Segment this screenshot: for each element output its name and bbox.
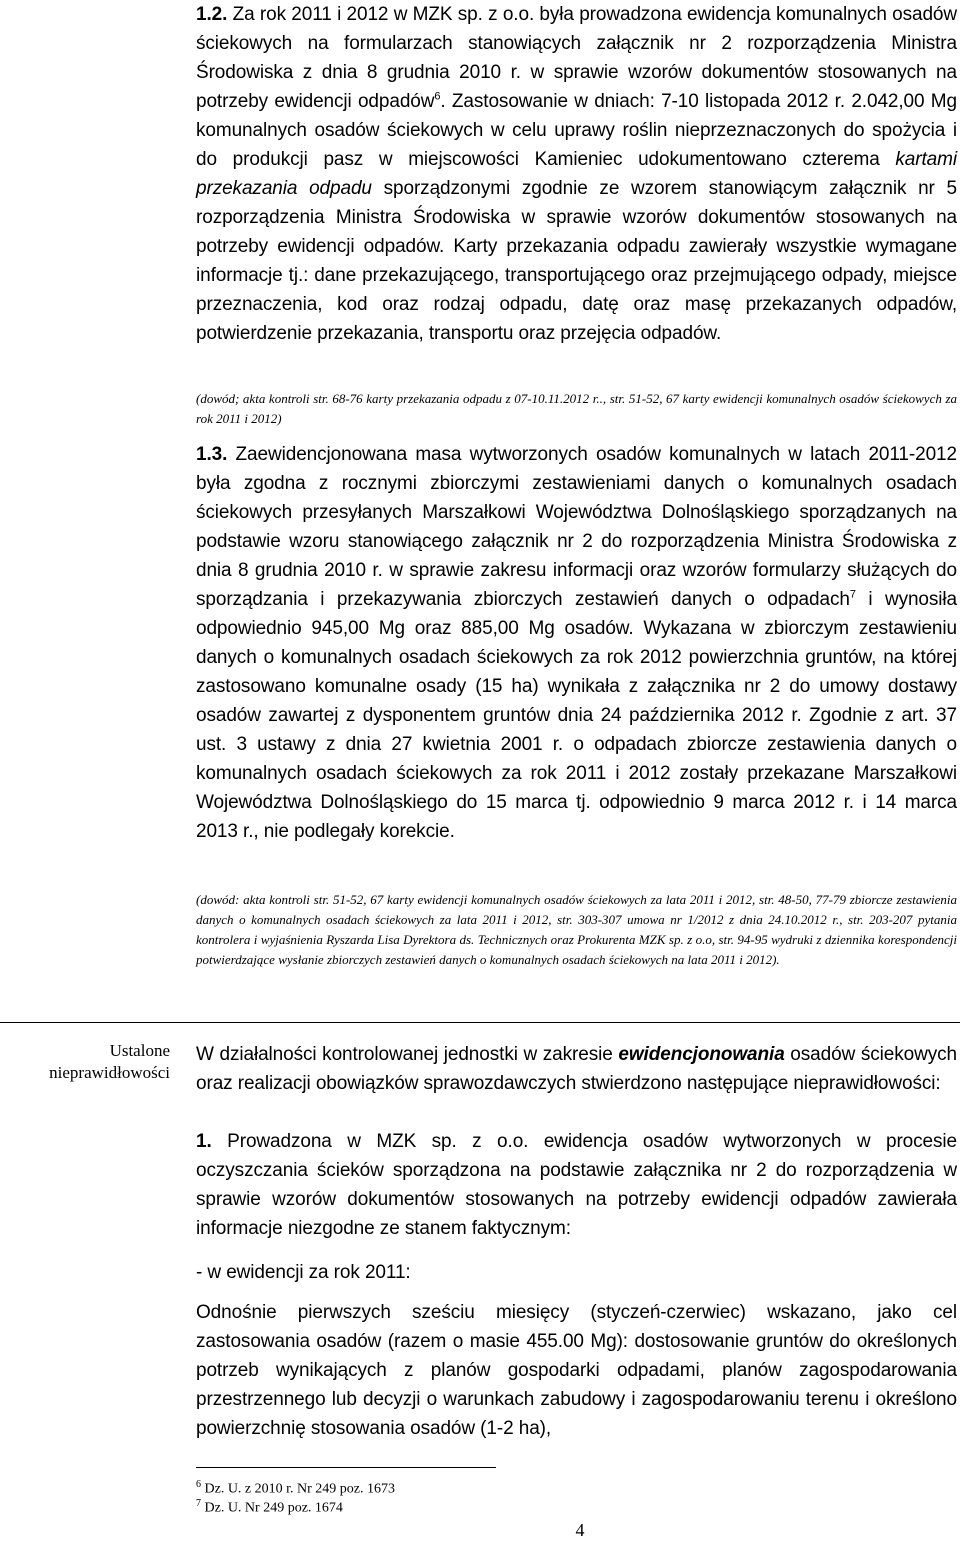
subheading-2011: - w ewidencji za rok 2011:	[196, 1262, 411, 1283]
section-1-2-paragraph: 1.2. Za rok 2011 i 2012 w MZK sp. z o.o. była prowadzona ewidencja komunalnych osadów ściekowych na formularzach stanowiących załącznik nr 2 rozporządzenia Ministra Środowiska z dnia 8 grudnia 2010 r. w sprawie wzorów dokumentów stosowanych na potrzeby ewidencji odpadów$^6$. Zastosowanie w dniach: 7-10 listopada 2012 r. 2.042,00 Mg komunalnych osadów ściekowych w celu uprawy roślin nieprzeznaczonych do spożycia i do produkcji pasz w miejscowości Kamieniec udokumentowano czterema kartami przekazania odpadu sporządzonymi zgodnie ze wzorem stanowiącym załącznik nr 5 rozporządzenia Ministra Środowiska w sprawie wzorów dokumentów stosowanych na potrzeby ewidencji odpadów. Karty przekazania odpadu zawierały wszystkie wymagane informacje tj.: dane przekazującego, transportującego oraz przejmującego odpady, miejsce przeznaczenia, kod oraz rodzaj odpadu, datę oraz masę przekazanych odpadów, potwierdzenie przekazania, transportu oraz przejęcia odpadów.	[196, 4, 958, 344]
irregularities-intro: W działalności kontrolowanej jednostki w zakresie ewidencjonowania osadów ściekowych oraz realizacji obowiązków sprawozdawczych stwierdzono następujące nieprawidłowości:	[196, 1044, 957, 1094]
irregularity-detail: Odnośnie pierwszych sześciu miesięcy (styczeń-czerwiec) wskazano, jako cel zastosowania osadów (razem o masie 455.00 Mg): dostosowanie gruntów do określonych potrzeb wynikających z planów gospodarki odpadami, planów zagospodarowania przestrzennego lub decyzji o warunkach zabudowy i zagospodarowaniu terenu i określono powierzchnię stosowania osadów (1-2 ha),	[196, 1302, 957, 1439]
side-label: Ustalone nieprawidłowości	[49, 1041, 170, 1082]
irregularity-item-1: 1. Prowadzona w MZK sp. z o.o. ewidencja osadów wytworzonych w procesie oczyszczania ścieków sporządzona na podstawie załącznika nr 2 do rozporządzenia w sprawie wzorów dokumentów stosowanych na potrzeby ewidencji odpadów zawierała informacje niezgodne ze stanem faktycznym:	[196, 1131, 957, 1239]
evidence-citation: (dowód; akta kontroli str. 68-76 karty przekazania odpadu z 07-10.11.2012 r.., str. 51-52, 67 karty ewidencji komunalnych osadów ściekowych za rok 2011 i 2012)	[196, 391, 957, 426]
footnote-7: $^7$ Dz. U. Nr 249 poz. 1674	[196, 1498, 343, 1516]
section-1-3-paragraph: 1.3. Zaewidencjonowana masa wytworzonych osadów komunalnych w latach 2011-2012 była zgodna z rocznymi zbiorczymi zestawieniami danych o komunalnych osadach ściekowych przesyłanych Marszałkowi Województwa Dolnośląskiego sporządzanych na podstawie wzoru stanowiącego załącznik nr 2 do rozporządzenia Ministra Środowiska z dnia 8 grudnia 2010 r. w sprawie zakresu informacji oraz wzorów formularzy służących do sporządzania i przekazywania zbiorczych zestawień danych o odpadach$^7$ i wynosiła odpowiednio 945,00 Mg oraz 885,00 Mg osadów. Wykazana w zbiorczym zestawieniu danych o komunalnych osadach ściekowych za rok 2012 powierzchnia gruntów, na której zastosowano komunalne osady (15 ha) wynikała z załącznika nr 2 do umowy dostawy osadów zawartej z dysponentem gruntów dnia 24 października 2012 r. Zgodnie z art. 37 ust. 3 ustawy z dnia 27 kwietnia 2001 r. o odpadach zbiorcze zestawienia danych o komunalnych osadach ściekowych za rok 2011 i 2012 zostały przekazane Marszałkowi Województwa Dolnośląskiego do 15 marca tj. odpowiednio 9 marca 2012 r. i 14 marca 2013 r., nie podlegały korekcie.	[196, 444, 958, 842]
page-number: 4	[575, 1520, 585, 1540]
footnote-rule	[196, 1467, 496, 1468]
section-number: 1.2.	[196, 4, 228, 25]
footnote-ref-7[interactable]: 7	[849, 588, 856, 601]
evidence-citation: (dowód: akta kontroli str. 51-52, 67 karty ewidencji komunalnych osadów ściekowych za lata 2011 i 2012, str. 48-50, 77-79 zbiorcze zestawienia danych o komunalnych osadach ściekowych za lata 2011 i 2012, str. 303-307 umowa nr 1/2012 z dnia 24.10.2012 r., str. 203-207 pytania kontrolera i wyjaśnienia Ryszarda Lisa Dyrektora ds. Technicznych oraz Prokurenta MZK sp. z o.o, str. 94-95 wydruki z dziennika korespondencji potwierdzające wysłanie zbiorczych zestawień danych o komunalnych osadach ściekowych na lata 2011 i 2012).	[196, 892, 957, 967]
section-number: 1.3.	[196, 444, 228, 465]
footnote-6: $^6$ Dz. U. z 2010 r. Nr 249 poz. 1673	[196, 1479, 396, 1497]
footnote-ref-6[interactable]: 6	[434, 90, 441, 103]
section-divider	[0, 1022, 960, 1023]
